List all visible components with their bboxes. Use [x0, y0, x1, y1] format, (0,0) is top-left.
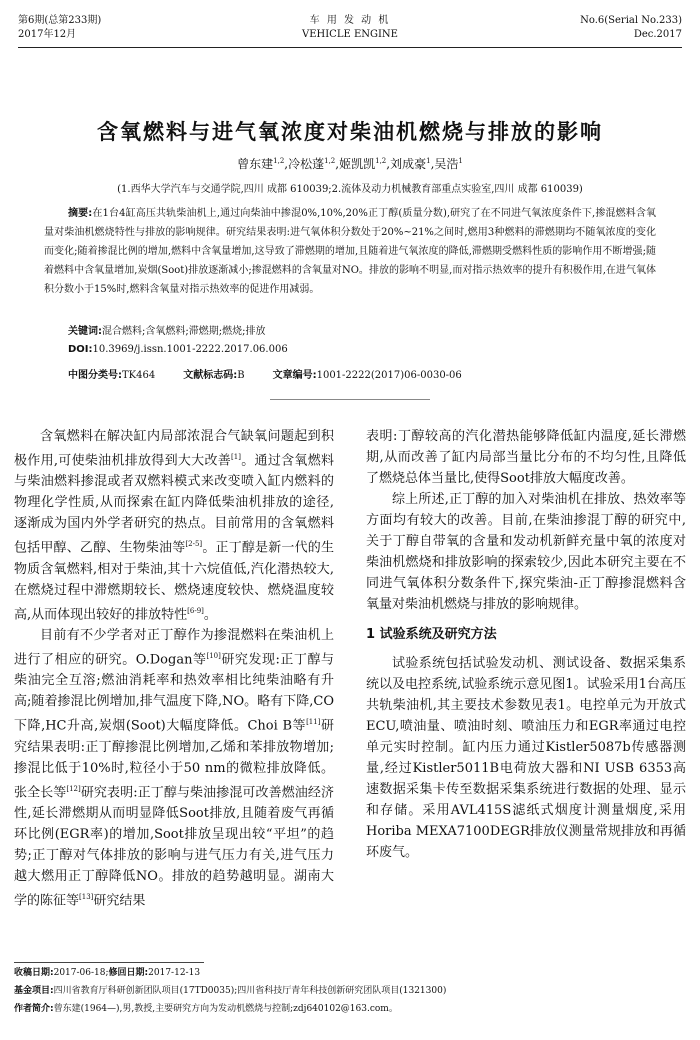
- right-column: [366, 426, 686, 863]
- issue-date: 2017年12月: [18, 29, 77, 40]
- clc-value: TK464: [122, 370, 156, 381]
- abstract-text: 在1台4缸高压共轨柴油机上,通过向柴油中掺混0%,10%,20%正丁醇(质量分数),研究了在不同进气氧浓度条件下,掺混燃料含氧量对柴油机燃烧特性与排放的影响规律。研究结果表明:进气氧体积分数处于20%~21%之间时,燃用3种燃料的滞燃期均不随氧浓度的变化而变化;随着掺混比例的增加,燃料中含氧量增加,这导致了滞燃期的增加,且随着进气氧浓度的降低,滞燃期受燃料性质的影响作用不断增强;随着燃料中含氧量增加,炭烟(Soot)排放逐渐减小;掺混燃料的含氧量对NO。排放的影响不明显,而对指示热效率的提升有积极作用,在进气氧体积分数小于15%时,燃料含氧量对指示热效率的促进作用减弱。: [44, 208, 656, 295]
- paper-title: 含氧燃料与进气氧浓度对柴油机燃烧与排放的影响: [97, 120, 603, 144]
- footnote-divider: [14, 962, 204, 963]
- author: 冷松蓬$^{1,2}$: [288, 157, 336, 171]
- keywords-label: 关键词:: [68, 326, 102, 337]
- article-number-value: 1001-2222(2017)06-0030-06: [316, 370, 462, 381]
- doi: [68, 344, 656, 355]
- doi-label: DOI:: [68, 344, 93, 355]
- body-paragraph: 综上所述,正丁醇的加入对柴油机在排放、热效率等方面均有较大的改善。目前,在柴油掺混丁醇的研究中,关于丁醇自带氧的含量和发动机新鲜充量中氧的浓度对柴油机燃烧和排放影响的探索较少,因此本研究主要在不同进气氧体积分数条件下,探究柴油-正丁醇掺混燃料含氧量对柴油机燃烧与排放的影响规律。: [366, 492, 686, 612]
- author: 姬凯凯$^{1,2}$: [339, 157, 387, 171]
- body-paragraph: 试验系统包括试验发动机、测试设备、数据采集系统以及电控系统,试验系统示意见图1。试验采用1台高压共轨柴油机,其主要技术参数见表1。电控单元为开放式ECU,喷油量、喷油时刻、喷油压力和EGR率通过电控单元实时控制。缸内压力通过Kistler5087b传感器测量,经过Kistler5011B电荷放大器和NI USB 6353高速数据采集卡传至数据采集系统进行数据的处理、显示和存储。采用AVL415S滤纸式烟度计测量烟度,采用Horiba MEXA7100DEGR排放仪测量常规排放和再循环废气。: [366, 656, 686, 860]
- citation: [13]: [79, 892, 94, 901]
- citation: [12]: [66, 784, 81, 793]
- doc-code-value: B: [237, 370, 245, 381]
- affiliation: (1.西华大学汽车与交通学院,四川 成都 610039;2.流体及动力机械教育部重点实验室,四川 成都 610039): [117, 184, 583, 195]
- citation: [1]: [231, 453, 241, 461]
- journal-name-cn: 车 用 发 动 机: [309, 15, 391, 26]
- author: 曾东建$^{1,2}$: [237, 157, 285, 171]
- running-header: [18, 14, 682, 48]
- issue-number: 第6期(总第233期): [18, 15, 102, 26]
- issue-date-en: Dec.2017: [633, 29, 682, 40]
- body-paragraph: 含氧燃料在解决缸内局部浓混合气缺氧问题起到积极作用,可使柴油机排放得到大大改善[1]。通过含氧燃料与柴油燃料掺混或者双燃料模式来改变喷入缸内燃料的物理化学性质,从而探索在缸内降低柴油机排放的途径,逐渐成为国内外学者研究的热点。目前常用的含氧燃料包括甲醇、乙醇、生物柴油等[2-5]。正丁醇是新一代的生物质含氧燃料,相对于柴油,其十六烷值低,汽化潜热较大,在燃烧过程中滞燃期较长、燃烧速度较快、燃烧温度较高,从而体现出较好的排放特性[6-9]。: [14, 429, 334, 622]
- doi-value: 10.3969/j.issn.1001-2222.2017.06.006: [92, 344, 288, 355]
- footnote-dates: 收稿日期:2017-06-18;修回日期:2017-12-13: [14, 968, 201, 978]
- section-heading: 1 试验系统及研究方法: [366, 627, 497, 642]
- body-paragraph: 目前有不少学者对正丁醇作为掺混燃料在柴油机上进行了相应的研究。O.Dogan等[10]研究发现:正丁醇与柴油完全互溶;燃油消耗率和热效率相比纯柴油略有升高;随着掺混比例增加,排气温度下降,NO。略有下降,CO下降,HC升高,炭烟(Soot)大幅度降低。Choi B等[11]研究结果表明:正丁醇掺混比例增加,乙烯和苯排放物增加;掺混比低于10%时,粒径小于50 nm的微粒排放降低。张全长等[12]研究表明:正丁醇与柴油掺混可改善燃油经济性,延长滞燃期从而明显降低Soot排放,且随着废气再循环比例(EGR率)的增加,Soot排放呈现出较“平坦”的趋势;正丁醇对气体排放的影响与进气压力有关,进气压力越大燃用正丁醇降低NO。排放的趋势越明显。湖南大学的陈征等[13]研究结果: [14, 627, 334, 909]
- citation: [11]: [306, 718, 321, 727]
- header-right: [580, 14, 682, 42]
- author: 刘成豪$^1$: [390, 157, 431, 171]
- citation: [10]: [206, 651, 221, 660]
- serial-number: No.6(Serial No.233): [580, 15, 682, 26]
- keywords-text: 混合燃料;含氧燃料;滞燃期;燃烧;排放: [102, 326, 266, 337]
- author: 吴浩$^1$: [434, 157, 463, 171]
- citation: [2-5]: [185, 540, 203, 549]
- citation: [6-9]: [187, 606, 204, 615]
- abstract-label: 摘要:: [68, 208, 93, 219]
- article-number-label: 文章编号:: [272, 370, 317, 381]
- abstract: [44, 204, 656, 299]
- footnote-author: 作者简介:曾东建(1964—),男,教授,主要研究方向为发动机燃烧与控制;zdj640102@163.com。: [14, 1004, 398, 1014]
- journal-name-en: VEHICLE ENGINE: [301, 29, 398, 40]
- footnote-fund: 基金项目:四川省教育厅科研创新团队项目(17TD0035);四川省科技厅青年科技创新研究团队项目(1321300): [14, 986, 447, 996]
- body-paragraph: 表明:丁醇较高的汽化潜热能够降低缸内温度,延长滞燃期,从而改善了缸内局部当量比分布的不均匀性,且降低了燃烧总体当量比,使得Soot排放大幅度改善。: [366, 429, 686, 486]
- clc-label: 中图分类号:: [68, 370, 122, 381]
- abstract-divider: [270, 399, 430, 400]
- doc-code-label: 文献标志码:: [183, 370, 238, 381]
- header-divider: [18, 47, 682, 48]
- classification-line: [68, 366, 656, 381]
- left-column: [14, 426, 334, 911]
- keywords: [68, 322, 656, 337]
- author-list: 曾东建$^{1,2}$,冷松蓬$^{1,2}$,姬凯凯$^{1,2}$,刘成豪$^1$,吴浩$^1$: [237, 157, 463, 171]
